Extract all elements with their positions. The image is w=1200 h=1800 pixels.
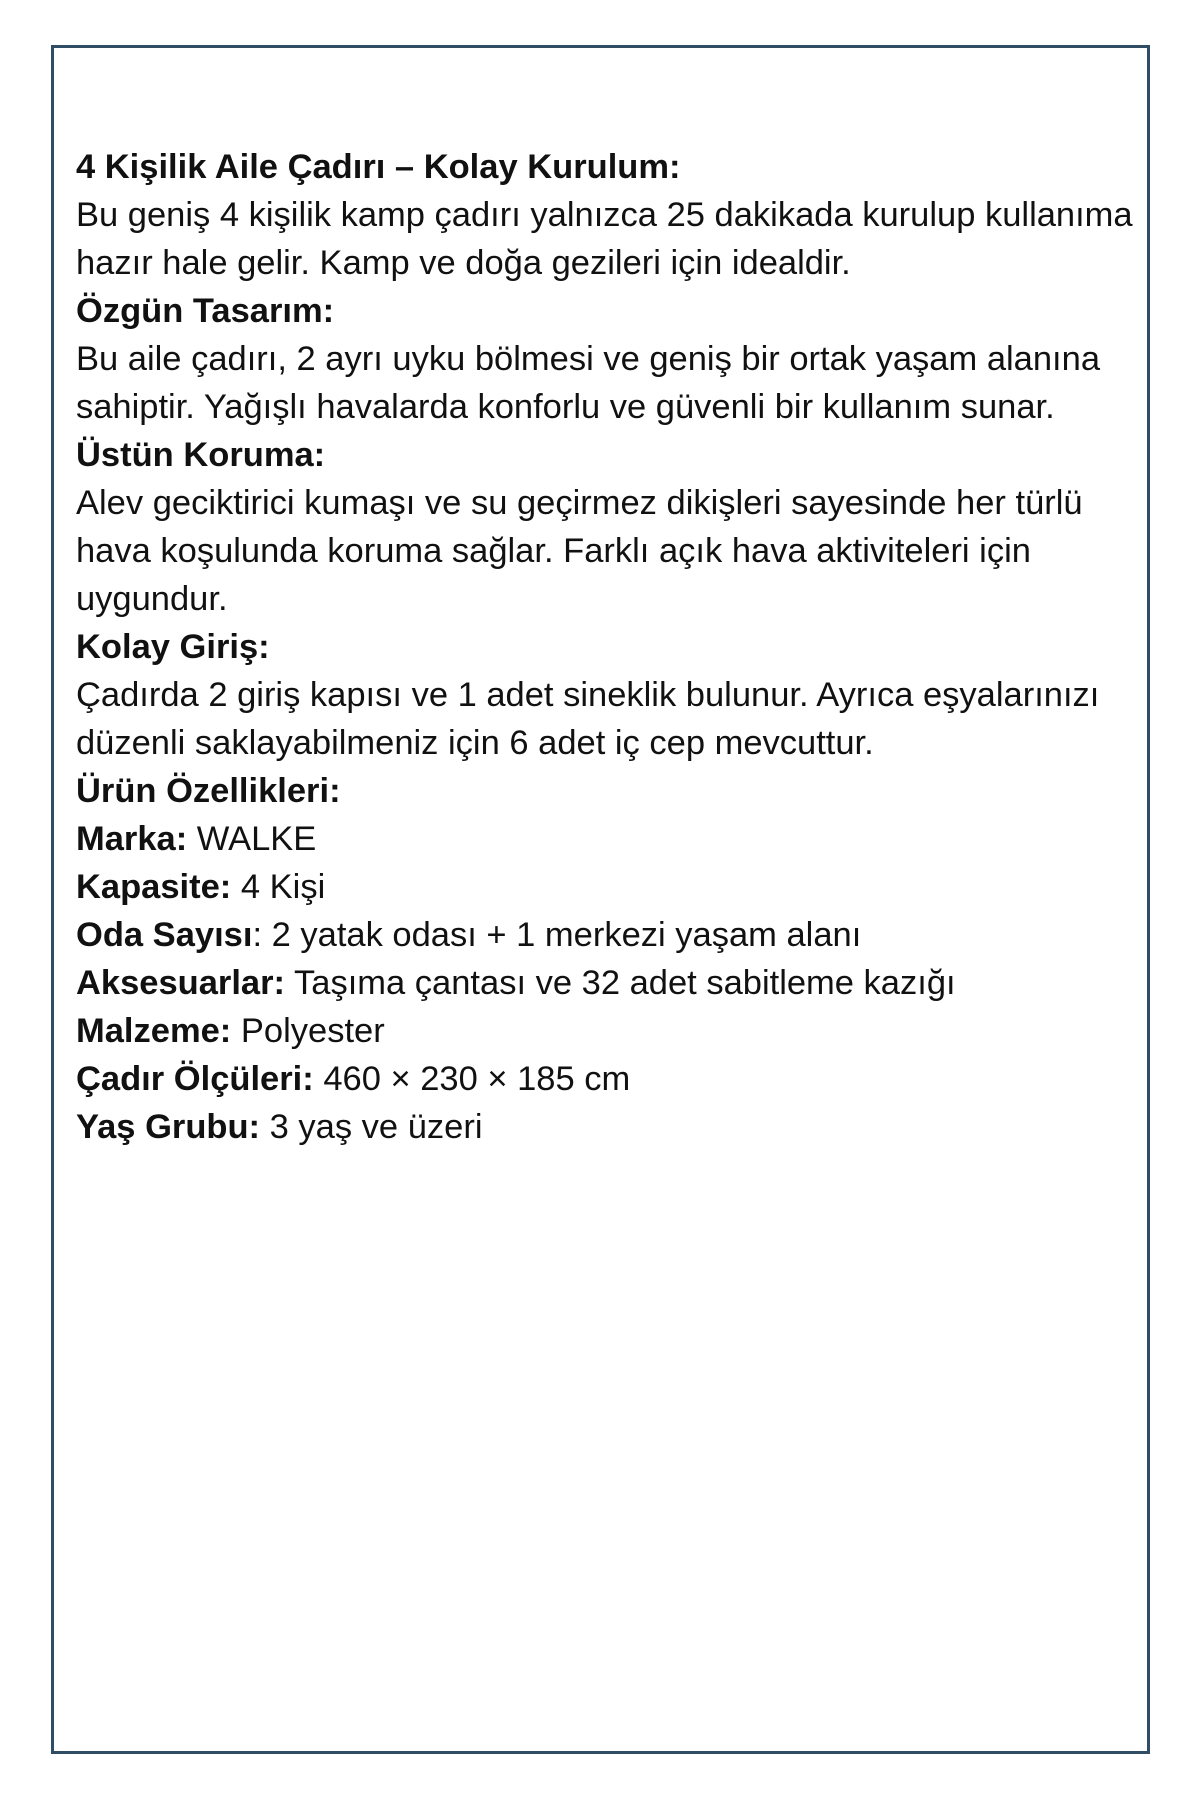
spec-row-dimensions [76,1055,1136,1103]
product-description [76,143,1136,1151]
section-heading-easy-entry: Kolay Giriş: [76,628,270,666]
spec-label: Aksesuarlar: [76,964,286,1002]
section-heading-superior-protection: Üstün Koruma: [76,436,326,474]
spec-row-material [76,1007,1136,1055]
specs-heading: Ürün Özellikleri: [76,772,341,810]
section-body-easy-setup: Bu geniş 4 kişilik kamp çadırı yalnızca 25 dakikada kurulup kullanıma hazır hale gelir. Kamp ve doğa gezileri için idealdir. [76,196,1133,282]
spec-value: : 2 yatak odası + 1 merkezi yaşam alanı [252,916,862,954]
spec-row-brand [76,815,1136,863]
section-body-superior-protection: Alev geciktirici kumaşı ve su geçirmez dikişleri sayesinde her türlü hava koşulunda koruma sağlar. Farklı açık hava aktiviteleri için uygundur. [76,484,1083,618]
spec-label: Marka: [76,820,188,858]
spec-row-capacity [76,863,1136,911]
spec-label: Malzeme: [76,1012,232,1050]
spec-value: 3 yaş ve üzeri [260,1108,483,1146]
spec-label: Yaş Grubu: [76,1108,261,1146]
spec-row-accessories [76,959,1136,1007]
section-body-original-design: Bu aile çadırı, 2 ayrı uyku bölmesi ve geniş bir ortak yaşam alanına sahiptir. Yağışlı havalarda konforlu ve güvenli bir kullanım sunar. [76,340,1100,426]
spec-row-room-count [76,911,1136,959]
section-heading-original-design: Özgün Tasarım: [76,292,335,330]
section-body-easy-entry: Çadırda 2 giriş kapısı ve 1 adet sineklik bulunur. Ayrıca eşyalarınızı düzenli saklayabilmeniz için 6 adet iç cep mevcuttur. [76,676,1100,762]
section-heading-easy-setup: 4 Kişilik Aile Çadırı – Kolay Kurulum: [76,148,681,186]
spec-label: Çadır Ölçüleri: [76,1060,314,1098]
spec-value: WALKE [187,820,317,858]
spec-label: Oda Sayısı [76,916,253,954]
spec-value: 4 Kişi [231,868,326,906]
spec-value: Polyester [231,1012,385,1050]
spec-value: Taşıma çantası ve 32 adet sabitleme kazığı [285,964,956,1002]
spec-row-age-group [76,1103,1136,1151]
spec-value: 460 × 230 × 185 cm [313,1060,631,1098]
spec-label: Kapasite: [76,868,232,906]
